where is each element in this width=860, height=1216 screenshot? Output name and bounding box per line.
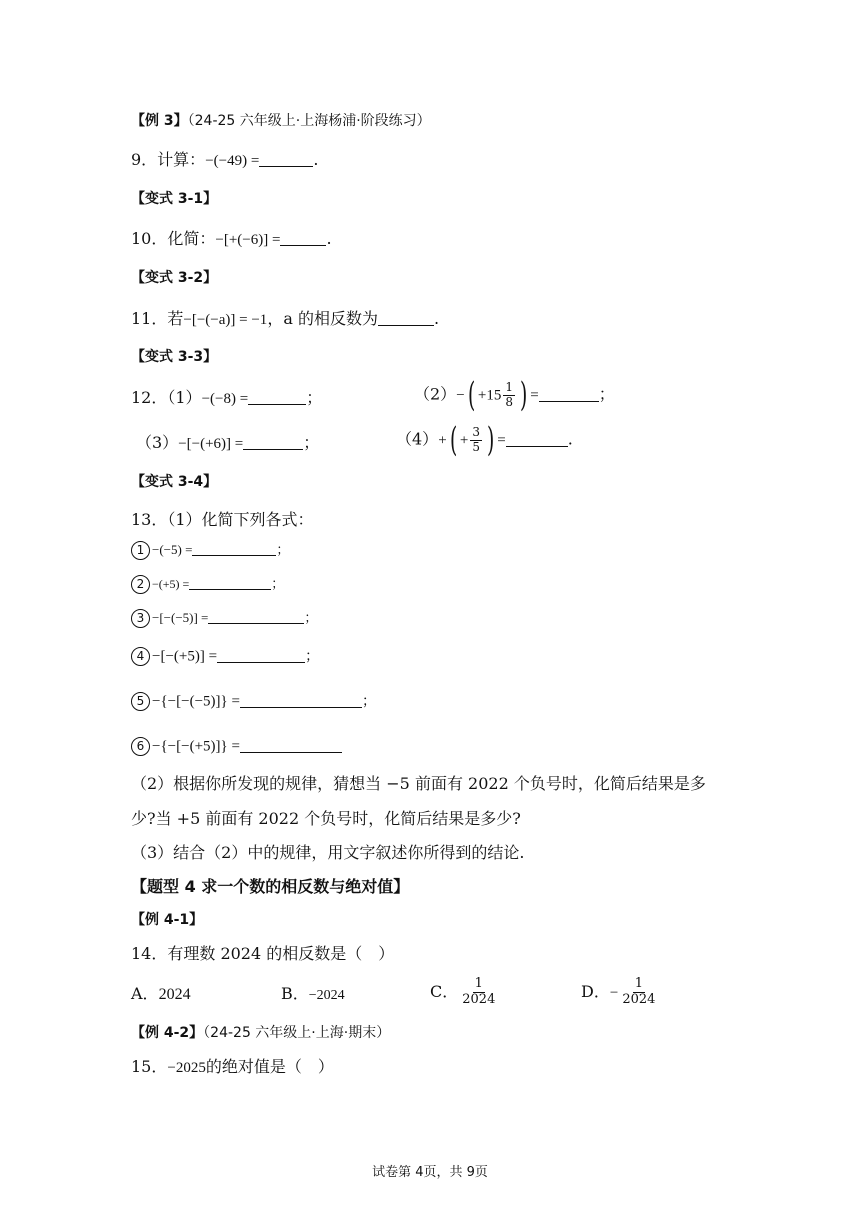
- question-number: 10．化简：: [131, 229, 216, 248]
- example-label: 【例 3】: [131, 113, 188, 129]
- question-11: [131, 311, 439, 328]
- end-mark: ；: [304, 611, 318, 626]
- circled-number: 3: [131, 609, 150, 628]
- question-text: 的绝对值是（ ）: [205, 1057, 334, 1076]
- fraction: [620, 977, 657, 1008]
- end-mark: .: [433, 309, 440, 328]
- option-label: B．: [281, 984, 309, 1003]
- question-12-part-2: [414, 375, 615, 415]
- equals-sign: =: [497, 432, 506, 449]
- question-12-part-1: [131, 390, 322, 407]
- example-source: （24-25 六年级上·上海杨浦·阶段练习）: [187, 113, 431, 129]
- question-number: 15．: [131, 1057, 168, 1076]
- question-14-stem: 14．有理数 2024 的相反数是（ ）: [131, 944, 395, 963]
- math-expression: −(−8) =: [201, 391, 249, 407]
- equals-sign: =: [530, 387, 539, 404]
- answer-blank[interactable]: [243, 435, 303, 450]
- q13-part-2-line-1: （2）根据你所发现的规律，猜想当 −5 前面有 2022 个负号时，化简后结果是多: [131, 774, 706, 793]
- fraction-numerator: 3: [472, 424, 481, 439]
- fraction-numerator: 1: [505, 379, 514, 394]
- math-expression: +: [459, 432, 469, 449]
- circled-number: 5: [131, 692, 150, 711]
- right-paren: ): [520, 375, 528, 415]
- question-12-part-3: [136, 435, 319, 452]
- circled-number: 4: [131, 647, 150, 666]
- part-label: （1）: [167, 388, 202, 407]
- fraction: [460, 977, 497, 1008]
- question-12-part-4: [396, 420, 573, 460]
- fraction-denominator: 2024: [622, 991, 656, 1007]
- part-label: （2）: [414, 384, 457, 404]
- option-label: C．: [430, 981, 459, 1001]
- answer-blank[interactable]: [539, 387, 599, 402]
- part-label: （4）: [396, 429, 439, 449]
- option-value: 2024: [158, 986, 191, 1003]
- q14-option-a[interactable]: [131, 986, 191, 1003]
- circled-number: 1: [131, 541, 150, 560]
- variant-3-4-header: [131, 475, 217, 489]
- end-mark: .: [567, 429, 573, 449]
- end-mark: ；: [306, 388, 323, 407]
- q13-part-2-line-2: 少?当 +5 前面有 2022 个负号时，化简后结果是多少?: [131, 809, 521, 828]
- variant-label: 【变式 3-1】: [131, 191, 218, 207]
- q14-option-c[interactable]: [430, 977, 499, 1008]
- question-13-heading: 13．（1）化简下列各式：: [131, 510, 314, 529]
- variant-3-1-header: [131, 192, 217, 206]
- q14-option-d[interactable]: [581, 977, 659, 1008]
- example-label: 【例 4-1】: [131, 912, 204, 928]
- math-sign: −: [456, 387, 465, 404]
- example-source: （24-25 六年级上·上海·期末）: [203, 1025, 391, 1041]
- math-expression: −[−(+5)] =: [152, 648, 218, 665]
- left-paren: (: [449, 420, 457, 460]
- option-label: D．: [581, 981, 610, 1001]
- fraction-numerator: 1: [634, 976, 643, 991]
- circled-number: 2: [131, 575, 150, 594]
- math-expression: −(−49) =: [205, 153, 260, 169]
- answer-blank[interactable]: [217, 648, 305, 663]
- math-expression: −[−(−a)] = −1: [183, 312, 268, 328]
- question-15: [131, 1059, 334, 1076]
- answer-blank[interactable]: [378, 311, 434, 326]
- variant-label: 【变式 3-3】: [131, 349, 218, 365]
- end-mark: .: [326, 229, 332, 248]
- q13-item-2: [131, 575, 284, 594]
- variant-3-2-header: [131, 271, 217, 285]
- answer-blank[interactable]: [240, 738, 342, 753]
- fraction-denominator: 5: [472, 439, 481, 454]
- example-label: 【例 4-2】: [131, 1025, 204, 1041]
- fraction: [503, 381, 515, 410]
- end-mark: ；: [276, 543, 290, 558]
- math-expression: −{−[−(+5)]} =: [152, 738, 240, 755]
- answer-blank[interactable]: [506, 432, 568, 447]
- right-paren: ): [487, 420, 495, 460]
- fraction-numerator: 1: [474, 976, 483, 991]
- answer-blank[interactable]: [192, 543, 276, 556]
- question-number: 12．: [131, 388, 168, 407]
- end-mark: ；: [303, 433, 320, 452]
- example-3-header: [131, 114, 431, 128]
- q13-item-3: [131, 609, 317, 628]
- left-paren: (: [467, 375, 475, 415]
- q13-part-3: （3）结合（2）中的规律，用文字叙述你所得到的结论.: [131, 843, 525, 862]
- math-sign: −: [609, 984, 619, 1001]
- end-mark: .: [313, 150, 319, 169]
- math-expression: −(+5) =: [152, 577, 190, 591]
- math-expression: −[+(−6)] =: [215, 232, 281, 248]
- math-expression: −(−5) =: [152, 542, 193, 557]
- variant-label: 【变式 3-2】: [131, 270, 218, 286]
- variant-3-3-header: [131, 350, 217, 364]
- answer-blank[interactable]: [248, 390, 306, 405]
- math-expression: −{−[−(−5)]} =: [152, 693, 240, 710]
- option-label: A．: [131, 984, 159, 1003]
- q13-item-1: [131, 541, 289, 560]
- fraction-denominator: 8: [505, 394, 514, 409]
- fraction: [470, 426, 482, 455]
- answer-blank[interactable]: [259, 152, 313, 167]
- question-number: 9．计算：: [131, 150, 206, 169]
- math-expression: +15: [477, 387, 502, 404]
- q14-option-b[interactable]: [281, 986, 345, 1003]
- page-footer: 试卷第 4页，共 9页: [372, 1165, 488, 1180]
- circled-number: 6: [131, 737, 150, 756]
- answer-blank[interactable]: [240, 693, 362, 708]
- part-label: （3）: [136, 433, 179, 452]
- question-number: 11．若: [131, 309, 184, 328]
- q13-item-4: [131, 647, 319, 666]
- variant-label: 【变式 3-4】: [131, 474, 218, 490]
- example-4-2-header: [131, 1026, 390, 1040]
- math-expression: −[−(+6)] =: [178, 436, 244, 452]
- question-9: [131, 152, 318, 169]
- end-mark: ；: [361, 693, 376, 710]
- math-expression: −[−(−5)] =: [152, 610, 209, 625]
- math-expression: −2025: [167, 1060, 206, 1076]
- answer-blank[interactable]: [208, 611, 304, 624]
- end-mark: ；: [271, 577, 285, 592]
- fraction-denominator: 2024: [462, 991, 496, 1007]
- question-text: ，a 的相反数为: [267, 309, 378, 328]
- math-sign: +: [438, 432, 447, 449]
- answer-blank[interactable]: [280, 231, 326, 246]
- q13-item-6: [131, 737, 342, 756]
- end-mark: ；: [305, 648, 320, 665]
- question-10: [131, 231, 332, 248]
- option-value: −2024: [308, 988, 345, 1003]
- section-title: 【题型 4 求一个数的相反数与绝对值】: [131, 877, 410, 896]
- example-4-1-header: [131, 913, 203, 927]
- end-mark: ；: [598, 384, 615, 404]
- q13-item-5: [131, 692, 376, 711]
- answer-blank[interactable]: [189, 577, 271, 590]
